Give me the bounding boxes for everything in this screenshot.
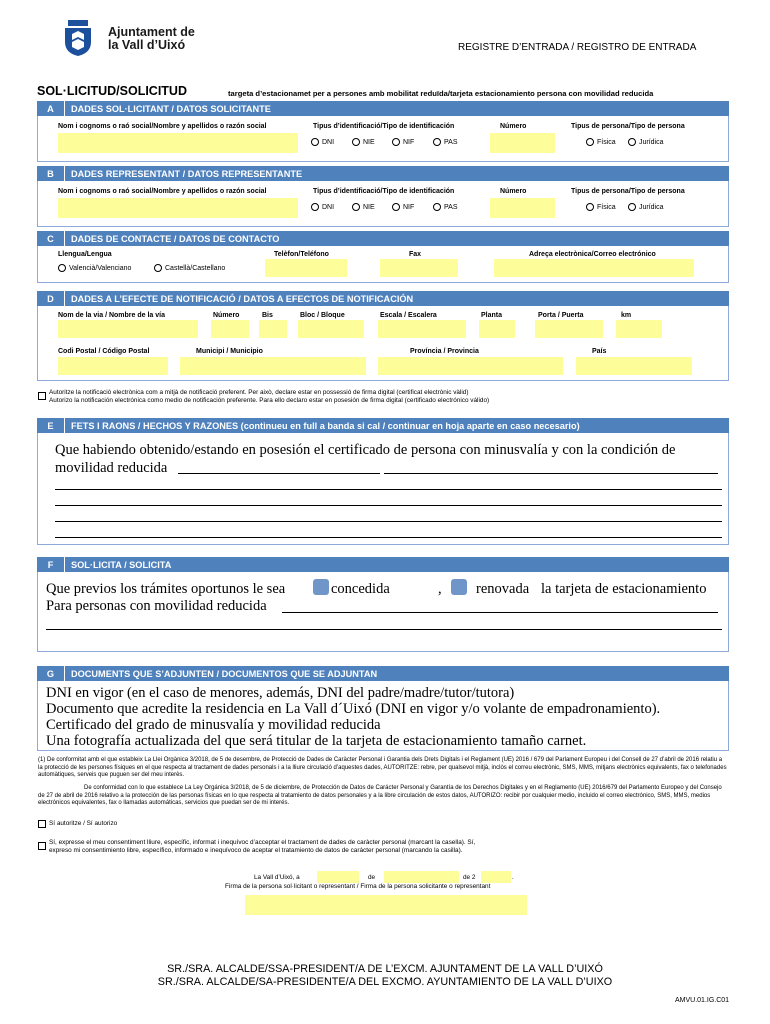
a-nif-radio[interactable]: NIF <box>392 138 414 146</box>
d-km-label: km <box>621 312 632 319</box>
b-nif-radio[interactable]: NIF <box>392 203 414 211</box>
b-pas-radio[interactable]: PAS <box>433 203 458 211</box>
a-number-field[interactable] <box>490 133 555 153</box>
legal-text-val: (1) De conformitat amb el que estableix La Llei Orgànica 3/2018, de 5 de desembre, de Protecció de Dades de Caràcter Personal i Garantia dels Drets Digitals i el Reglament (UE) 2016 / 679 del Parlament Europeu i del Consell de 27 d’abril de 2016 relatiu a la protecció de les persones físiques en el que respecta al tractament de dades personals i a la lliure circulació d’aquestes dades, AUTORITZE: rebre, per qualsevol mitjà, inclòs el correu electrònic, SMS, MMS, mitjans electrònics equivalents, fax o telefonades automàtiques, serveis que puguen ser del meu interès. <box>38 757 727 779</box>
b-dni-radio[interactable]: DNI <box>311 203 334 211</box>
c-fax-field[interactable] <box>380 259 458 277</box>
d-floor-field[interactable] <box>479 320 515 338</box>
request-comma: , <box>438 581 442 597</box>
a-number-label: Número <box>500 123 527 130</box>
notification-checkbox[interactable] <box>38 392 46 400</box>
year-field[interactable] <box>481 871 511 883</box>
doc-item-3: Certificado del grado de minusvalía y movilidad reducida <box>46 717 381 733</box>
renovada-checkbox[interactable] <box>451 578 467 596</box>
coat-of-arms-icon <box>64 20 92 56</box>
request-line-a <box>282 612 718 613</box>
b-name-field[interactable] <box>58 198 298 218</box>
d-block-label: Bloc / Bloque <box>300 312 345 319</box>
facts-line-b <box>384 473 718 474</box>
c-castella-radio[interactable]: Castellà/Castellano <box>154 264 225 272</box>
footer-line1: SR./SRA. ALCALDE/SSA-PRESIDENT/A DE L’EXCM. AJUNTAMENT DE LA VALL D’UIXÓ <box>167 963 603 975</box>
renovada-label: renovada <box>476 581 530 597</box>
authorize-checkbox[interactable] <box>38 820 46 828</box>
signature-de2: de 2 <box>463 874 476 881</box>
b-number-field[interactable] <box>490 198 555 218</box>
d-province-label: Província / Provincia <box>410 348 479 355</box>
request-text-part1: Que previos los trámites oportunos le sea <box>46 581 286 597</box>
signature-dot: . <box>512 874 514 881</box>
logo-name-line1: Ajuntament de <box>108 25 195 39</box>
registry-label: REGISTRE D’ENTRADA / REGISTRO DE ENTRADA <box>458 42 697 53</box>
notification-text-val: Autoritze la notificació electrònica com a mitjà de notificació preferent. Per això, declare estar en possessió de firma digital (certificat electrònic vàlid) <box>49 389 469 396</box>
b-juridica-radio[interactable]: Jurídica <box>628 203 664 211</box>
consent-text-line2: expreso mi consentimiento libre, específico, informado e inequívoco de aceptar el tratamiento de datos de carácter personal (marcando la casilla). <box>49 847 463 854</box>
signature-field[interactable] <box>245 895 527 915</box>
c-fax-label: Fax <box>409 251 422 258</box>
section-e-header: E FETS I RAONS / HECHOS Y RAZONES (continueu en full a banda si cal / continuar en hoja aparte en caso necesario) <box>37 418 729 433</box>
request-text-part2: la tarjeta de estacionamiento <box>541 581 707 597</box>
section-g-header: G DOCUMENTS QUE S’ADJUNTEN / DOCUMENTOS QUE SE ADJUNTAN <box>37 666 729 681</box>
logo-name-line2: la Vall d’Uixó <box>108 38 186 52</box>
b-number-label: Número <box>500 188 527 195</box>
request-text-line2: Para personas con movilidad reducida <box>46 598 267 614</box>
d-street-field[interactable] <box>58 320 198 338</box>
d-street-label: Nom de la via / Nombre de la vía <box>58 312 165 319</box>
c-phone-field[interactable] <box>265 259 347 277</box>
legal-text-es: De conformidad con lo que establece La Ley Orgánica 3/2018, de 5 de diciembre, de Protección de Datos de Carácter Personal y Garantía de los Derechos Digitales y en el Reglamento (UE) 2016/679 del Parlamento Europeo y del Consejo de 27 de abril de 2016 relativo a la protección de las personas físicas en lo que respecta al tratamiento de datos personales y a la libre circulación de estos datos, AUTORIZO: recibir por cualquier medio, incluido el correo electrónico, SMS, MMS, medios electrónicos equivalentes, fax o llamadas automáticas, servicios que puedan ser de mi interés. <box>38 785 722 807</box>
facts-line-2 <box>55 505 722 506</box>
section-c-header: C DADES DE CONTACTE / DATOS DE CONTACTO <box>37 231 729 246</box>
c-valencia-radio[interactable]: Valencià/Valenciano <box>58 264 131 272</box>
d-stair-field[interactable] <box>378 320 466 338</box>
d-bis-field[interactable] <box>259 320 287 338</box>
consent-text-line1: Sí, expresse el meu consentiment lliure, específic, informat i inequívoc d’acceptar el tractament de dades de caràcter personal (marcant la casella). Sí, <box>49 839 476 846</box>
facts-line-4 <box>55 537 722 538</box>
c-language-label: Llengua/Lengua <box>58 251 112 258</box>
a-nie-radio[interactable]: NIE <box>352 138 375 146</box>
d-km-field[interactable] <box>616 320 662 338</box>
d-country-field[interactable] <box>576 357 692 375</box>
concedida-label: concedida <box>331 581 390 597</box>
facts-text-line2: movilidad reducida <box>55 460 168 476</box>
footer-code: AMVU.01.IG.C01 <box>675 997 730 1004</box>
b-persontype-label: Tipus de persona/Tipo de persona <box>571 188 685 195</box>
footer-line2: SR./SRA. ALCALDE/SA-PRESIDENTE/A DEL EXCMO. AYUNTAMIENTO DE LA VALL D’UIXO <box>157 976 613 988</box>
b-name-label: Nom i cognoms o raó social/Nombre y apellidos o razón social <box>58 188 267 195</box>
d-municipality-field[interactable] <box>180 357 366 375</box>
signature-de1: de <box>368 874 376 881</box>
d-province-field[interactable] <box>378 357 563 375</box>
consent-checkbox[interactable] <box>38 842 46 850</box>
notification-text-es: Autorizo la notificación electrónica como medio de notificación preferente. Para ello declaro estar en posesión de firma digital (certificado electrónico válido) <box>49 397 490 404</box>
logo <box>64 20 92 56</box>
facts-line-1 <box>55 489 722 490</box>
d-door-field[interactable] <box>535 320 603 338</box>
day-field[interactable] <box>317 871 359 883</box>
facts-text-line1: Que habiendo obtenido/estando en posesión el certificado de persona con minusvalía y con la condición de <box>55 442 676 458</box>
d-number-label: Número <box>213 312 240 319</box>
c-email-field[interactable] <box>494 259 694 277</box>
doc-item-2: Documento que acredite la residencia en La Vall d´Uixó (DNI en vigor y/o volante de empadronamiento). <box>46 701 661 717</box>
a-pas-radio[interactable]: PAS <box>433 138 458 146</box>
c-phone-label: Telèfon/Teléfono <box>274 251 329 258</box>
authorize-label: Sí autoritze / Sí autorizo <box>49 820 118 827</box>
a-name-label: Nom i cognoms o raó social/Nombre y apellidos o razón social <box>58 123 267 130</box>
concedida-checkbox[interactable] <box>313 578 329 596</box>
doc-item-4: Una fotografía actualizada del que será titular de la tarjeta de estacionamiento tamaño carnet. <box>46 733 587 749</box>
d-block-field[interactable] <box>298 320 364 338</box>
a-name-field[interactable] <box>58 133 298 153</box>
b-idtype-label: Tipus d’identificació/Tipo de identificación <box>313 188 455 195</box>
month-field[interactable] <box>384 871 459 883</box>
d-postal-field[interactable] <box>58 357 168 375</box>
form-subtitle: targeta d’estacionamet per a persones amb mobilitat reduïda/tarjeta estacionamiento persona con movilidad reducida <box>228 89 654 98</box>
section-d-header: D DADES A L’EFECTE DE NOTIFICACIÓ / DATOS A EFECTOS DE NOTIFICACIÓN <box>37 291 729 306</box>
facts-line-a <box>178 473 380 474</box>
d-door-label: Porta / Puerta <box>538 312 584 319</box>
d-municipality-label: Municipi / Municipio <box>196 348 263 355</box>
signature-place: La Vall d’Uixó, a <box>254 874 300 881</box>
d-floor-label: Planta <box>481 312 503 319</box>
d-bis-label: Bis <box>262 312 273 319</box>
a-persontype-label: Tipus de persona/Tipo de persona <box>571 123 685 130</box>
a-dni-radio[interactable]: DNI <box>311 138 334 146</box>
doc-item-1: DNI en vigor (en el caso de menores, además, DNI del padre/madre/tutor/tutora) <box>46 685 515 701</box>
d-number-field[interactable] <box>211 320 249 338</box>
facts-line-3 <box>55 521 722 522</box>
signature-caption: Firma de la persona sol·licitant o representant / Firma de la persona solicitante o representant <box>225 883 491 890</box>
section-a-header: A DADES SOL·LICITANT / DATOS SOLICITANTE <box>37 101 729 116</box>
section-f-header: F SOL·LICITA / SOLICITA <box>37 557 729 572</box>
request-line-b <box>46 629 722 630</box>
section-b-header: B DADES REPRESENTANT / DATOS REPRESENTANTE <box>37 166 729 181</box>
b-fisica-radio[interactable]: Física <box>586 203 616 211</box>
a-fisica-radio[interactable]: Física <box>586 138 616 146</box>
a-juridica-radio[interactable]: Jurídica <box>628 138 664 146</box>
a-idtype-label: Tipus d’identificació/Tipo de identificación <box>313 123 455 130</box>
form-title: SOL·LICITUD/SOLICITUD <box>37 84 187 98</box>
d-postal-label: Codi Postal / Código Postal <box>58 348 150 355</box>
d-stair-label: Escala / Escalera <box>380 312 437 319</box>
c-email-label: Adreça electrònica/Correo electrónico <box>529 251 656 258</box>
d-country-label: País <box>592 348 607 355</box>
b-nie-radio[interactable]: NIE <box>352 203 375 211</box>
